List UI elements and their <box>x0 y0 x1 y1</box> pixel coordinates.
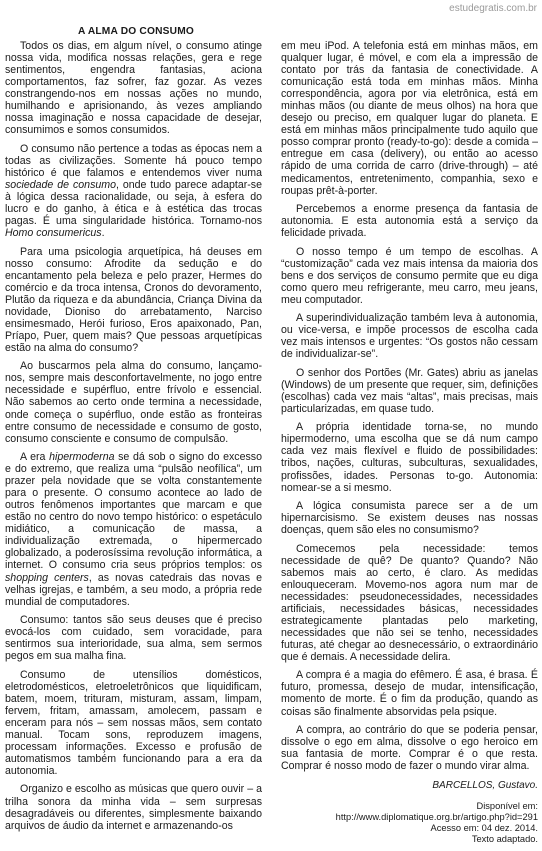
source-access-date: Acesso em: 04 dez. 2014. <box>430 822 538 833</box>
paragraph: Consumo: tantos são seus deuses que é preciso evocá-los com cuidado, sem voracidade, para sentirmos sua interioridade, sua alma, sem sermos pegos em sua malha fina. <box>5 614 262 663</box>
paragraph: Percebemos a enorme presença da fantasia de autonomia. E esta autonomia está a serviço da felicidade privada. <box>281 203 538 240</box>
paragraph: Para uma psicologia arquetípica, há deuses em nosso consumo: Afrodite da sedução e do encantamento pela beleza e pelo prazer, Hermes do comércio e da troca intensa, Cronos do devoramento, Plutão da riqueza e da abundância, Criança Divina da novidade, Dioniso do arrebatamento, Narciso ensimesmado, Herói furioso, Eros apaixonado, Pan, Príapo, Puer, quem mais? Que pessoas arquetípicas estão na alma do consumo? <box>5 245 262 354</box>
author-name: BARCELLOS, Gustavo. <box>432 780 538 792</box>
source-note: Texto adaptado. <box>471 833 538 844</box>
paragraph: A superindividualização também leva à autonomia, ou vice-versa, e impõe processos de escolha cada vez mais intensos e urgentes: “Os gostos não cessam de individualizar-se”. <box>281 312 538 361</box>
paragraph: A era hipermoderna se dá sob o signo do excesso e do extremo, que realiza uma “pulsão neofílica”, um prazer pela novidade que se volta constantemente para o presente. O consumo acontece ao lado de outros fenômenos importantes que marcam e que estão no centro do novo tempo histórico: o espetáculo midiático, a comunicação de massa, a individualização extremada, o hipermercado globalizado, a poderosíssima revolução informática, a internet. O consumo cria seus próprios templos: os shopping centers, as novas catedrais das novas e velhas igrejas, e também, a seu modo, a própria rede mundial de computadores. <box>5 451 263 608</box>
watermark: estudegratis.com.br <box>449 3 537 14</box>
author <box>281 780 538 792</box>
paragraph: Organizo e escolho as músicas que quero ouvir – a trilha sonora da minha vida – sem surpresas desagradáveis ou diferentes, simplesmente baixando arquivos de áudio da internet e armazenando-os <box>5 783 262 832</box>
paragraph: Ao buscarmos pela alma do consumo, lançamo-nos, sempre mais desconfortavelmente, no jogo entre necessidade e supérfluo, entre frívolo e essencial. Não sabemos ao certo onde termina a necessidade, onde começa o supérfluo, onde estão as fronteiras entre consumo de necessidade e consumo de gosto, consumo consciente e consumo de compulsão. <box>5 360 262 445</box>
paragraph: A compra, ao contrário do que se poderia pensar, dissolve o ego em alma, dissolve o ego heroico em sua fantasia de morte. Comprar é o que resta. Comprar é nosso modo de fazer o mundo virar alma. <box>281 723 538 773</box>
paragraph: O consumo não pertence a todas as épocas nem a todas as civilizações. Somente há pouco tempo histórico é que falamos e entendemos viver numa sociedade de consumo, onde tudo parece adaptar-se à lógica dessa racionalidade, ou seja, à esfera do lucro e do ganho, à ética e à estética das trocas pagas. É uma singularidade histórica. Tornamo-nos Homo consumericus. <box>5 142 262 240</box>
paragraph: A própria identidade torna-se, no mundo hipermoderno, uma escolha que se dá num campo cada vez mais flexível e fluido de possibilidades: tribos, nações, culturas, subculturas, sexualidades, profissões, idades. Personas to-go. Autonomia: nomear-se a si mesmo. <box>281 421 538 494</box>
paragraph: O senhor dos Portões (Mr. Gates) abriu as janelas (Windows) de um presente que requer, sim, definições (escolhas) cada vez mais “altas”, mais precisas, mais particularizadas, em quase tudo. <box>281 366 538 415</box>
paragraph: A lógica consumista parece ser a de um hipernarcisismo. Se existem deuses nas nossas doenças, quem são eles no consumismo? <box>281 499 538 537</box>
paragraph: A compra é a magia do efêmero. É asa, é brasa. É futuro, promessa, desejo de mudar, intensificação, momento de morte. É o fim da produção, quando as coisas são finalmente absorvidas pela psique. <box>281 669 538 718</box>
left-column <box>5 40 262 838</box>
right-column <box>281 40 538 851</box>
paragraph: O nosso tempo é um tempo de escolhas. A “customização” cada vez mais intensa da maioria dos bens e dos serviços de consumo permite que eu diga como quero meu refrigerante, meu carro, meu jeans, meu computador. <box>281 245 538 306</box>
source-url[interactable]: http://www.diplomatique.org.br/artigo.php?id=291 <box>335 811 538 822</box>
paragraph-continuation: em meu iPod. A telefonia está em minhas mãos, em qualquer lugar, é móvel, e com ela a impressão de contato por trás da fantasia de conectividade. A comunicação está toda em minhas mãos. Minha correspondência, agora por via eletrônica, está em minhas mãos (ou diante de meus olhos) na hora que desejo ou preciso, em qualquer lugar do planeta. E está em minhas mãos principalmente tudo aquilo que posso comprar pronto (ready-to-go): desde a comida – entregue em casa (delivery), ou então ao acesso rápido de uma corrida de carro (drive-through) – até medicamentos, entretenimento, companhia, sexo e roupas prêt-à-porter. <box>281 40 538 197</box>
article-title: A ALMA DO CONSUMO <box>78 26 195 37</box>
source-available: Disponível em: <box>476 801 538 812</box>
source-citation <box>281 801 538 844</box>
paragraph: Consumo de utensílios domésticos, eletrodomésticos, eletroeletrônicos que liquidificam, batem, moem, trituram, misturam, assam, limpam, fervem, fritam, amassam, amolecem, passam e enceram para nós – sem nossas mãos, sem contato manual. Tocam sons, reproduzem imagens, processam informações. Excesso e profusão de automatismos também funcionando para a era da autonomia. <box>5 668 262 778</box>
paragraph: Todos os dias, em algum nível, o consumo atinge nossa vida, modifica nossas relações, gera e rege sentimentos, engendra fantasias, aciona comportamentos, faz sofrer, faz gozar. As vezes constrangendo-nos em nossas ações no mundo, humilhando e aprisionando, às vezes ampliando nossa imaginação e nossa capacidade de desejar, consumimos e somos consumidos. <box>5 40 262 137</box>
paragraph: Comecemos pela necessidade: temos necessidade de quê? De quanto? Quando? Não sabemos mais ao certo, é claro. As medidas enlouqueceram. Movemo-nos agora num mar de necessidades: pseudonecessidades, necessidades artificiais, necessidades básicas, necessidades estrategicamente plantadas pelo marketing, necessidades que não sei se tenho, necessidades futuras, até chegar ao desnecessário, o extraordinário que é demais. A necessidade delira. <box>281 542 538 663</box>
